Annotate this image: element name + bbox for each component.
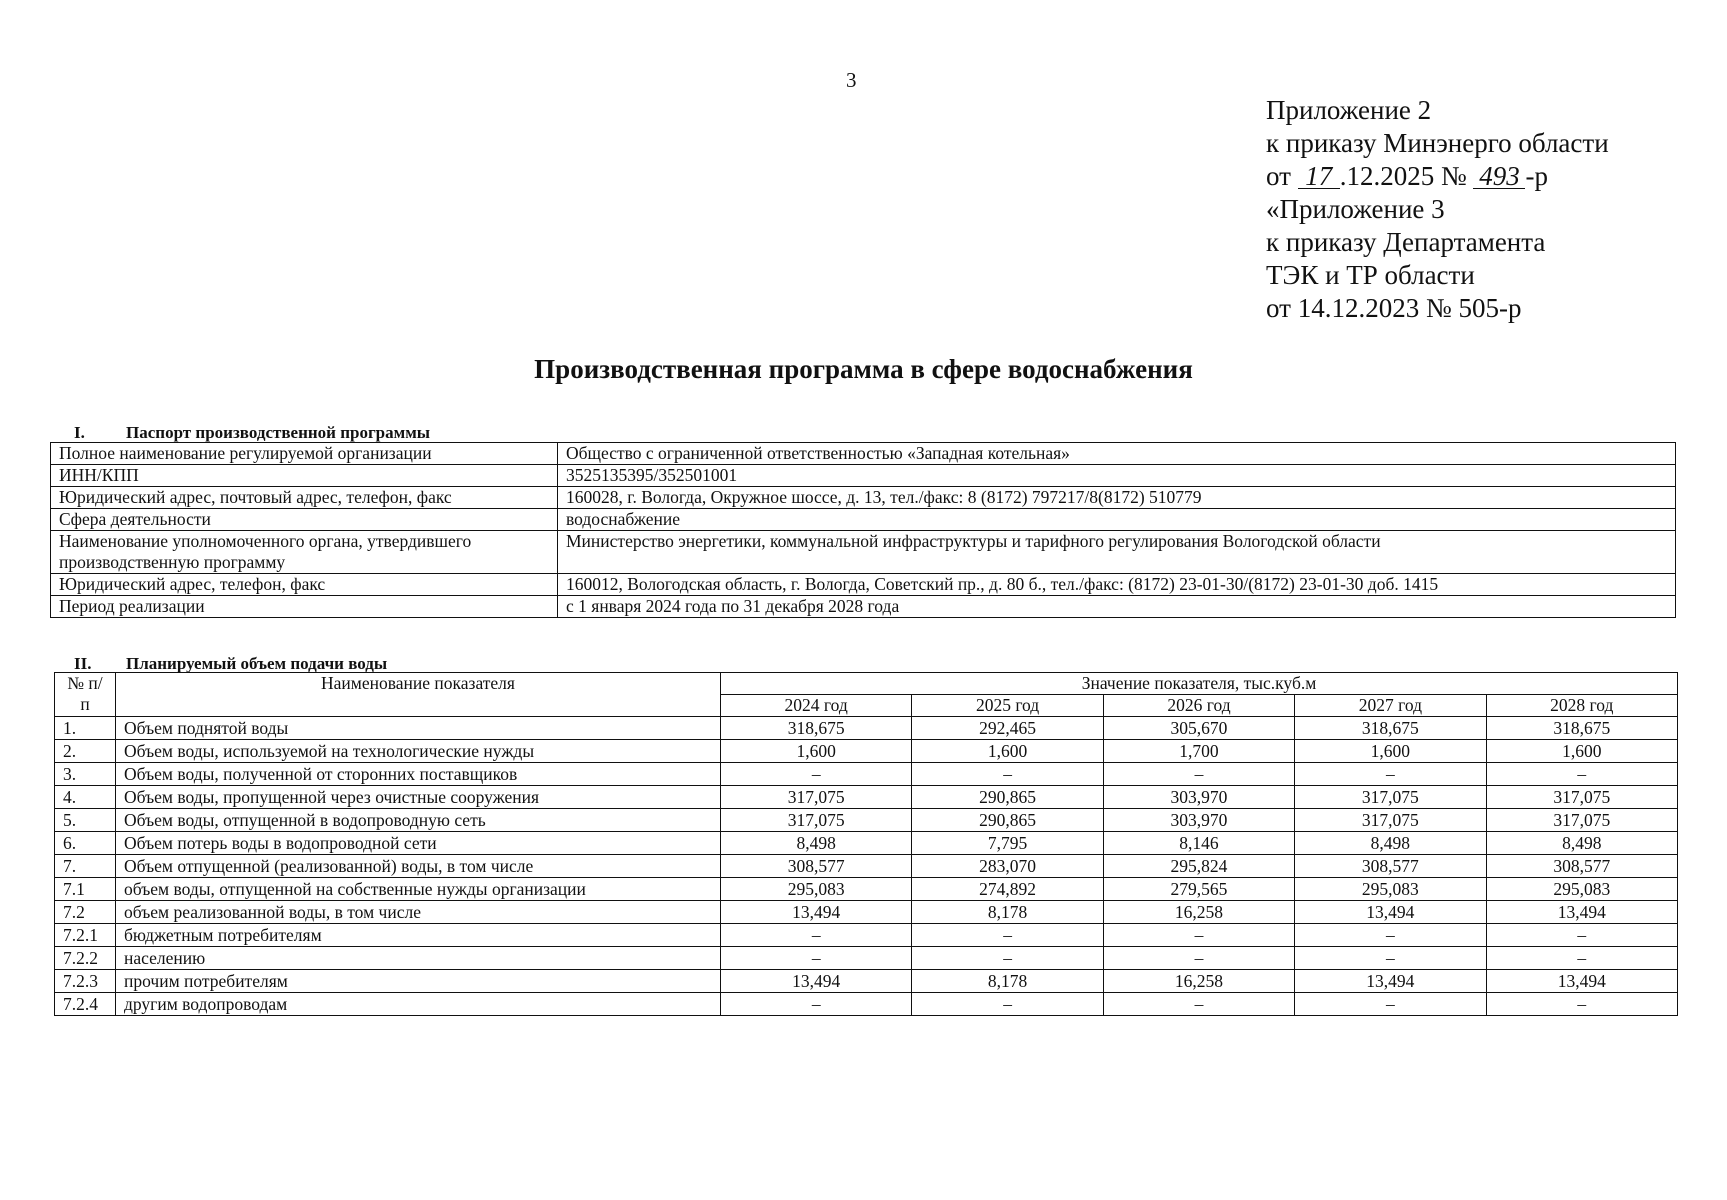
passport-label: Юридический адрес, почтовый адрес, телефон, факс: [51, 487, 558, 509]
row-indicator-name: бюджетным потребителям: [116, 924, 721, 947]
row-value: –: [721, 993, 912, 1016]
row-value: 16,258: [1103, 901, 1294, 924]
header-year: 2026 год: [1103, 695, 1294, 717]
row-value: 318,675: [1486, 717, 1677, 740]
row-value: 295,824: [1103, 855, 1294, 878]
appendix-line-3: [1266, 160, 1609, 193]
row-value: 1,700: [1103, 740, 1294, 763]
passport-label: Юридический адрес, телефон, факс: [51, 574, 558, 596]
table-row: [55, 809, 1678, 832]
row-indicator-name: Объем воды, полученной от сторонних поставщиков: [116, 763, 721, 786]
row-value: 1,600: [912, 740, 1103, 763]
row-value: 8,146: [1103, 832, 1294, 855]
row-value: 290,865: [912, 809, 1103, 832]
passport-value: Общество с ограниченной ответственностью «Западная котельная»: [558, 443, 1676, 465]
row-indicator-name: прочим потребителям: [116, 970, 721, 993]
row-value: –: [721, 947, 912, 970]
row-value: 303,970: [1103, 809, 1294, 832]
row-number: 2.: [55, 740, 116, 763]
row-number: 6.: [55, 832, 116, 855]
row-number: 7.1: [55, 878, 116, 901]
row-value: 8,178: [912, 901, 1103, 924]
section-2-heading: [74, 654, 387, 674]
row-number: 3.: [55, 763, 116, 786]
table-row: [55, 924, 1678, 947]
section-2-title: Планируемый объем подачи воды: [126, 654, 388, 673]
table-row: [55, 855, 1678, 878]
passport-value: 160012, Вологодская область, г. Вологда, Советский пр., д. 80 б., тел./факс: (8172) 23-01-30/(8172) 23-01-30 доб. 1415: [558, 574, 1676, 596]
appendix-line-1: Приложение 2: [1266, 95, 1432, 125]
row-value: –: [1295, 993, 1486, 1016]
table-row: [55, 740, 1678, 763]
passport-table: [50, 442, 1676, 618]
row-indicator-name: Объем отпущенной (реализованной) воды, в том числе: [116, 855, 721, 878]
page-number: 3: [846, 68, 857, 92]
row-value: 8,498: [1486, 832, 1677, 855]
row-value: 283,070: [912, 855, 1103, 878]
row-value: 7,795: [912, 832, 1103, 855]
row-value: –: [1295, 947, 1486, 970]
table-row: [55, 786, 1678, 809]
row-value: –: [912, 924, 1103, 947]
passport-row: [51, 465, 1676, 487]
header-num: № п/п: [55, 673, 116, 717]
passport-value: Министерство энергетики, коммунальной инфраструктуры и тарифного регулирования Вологодской области: [558, 531, 1676, 574]
appendix-line-2: к приказу Минэнерго области: [1266, 128, 1609, 158]
row-indicator-name: Объем воды, используемой на технологические нужды: [116, 740, 721, 763]
row-value: 317,075: [1295, 809, 1486, 832]
appendix-block: [1266, 94, 1609, 325]
row-value: 8,178: [912, 970, 1103, 993]
row-indicator-name: Объем воды, пропущенной через очистные сооружения: [116, 786, 721, 809]
passport-value: 160028, г. Вологда, Окружное шоссе, д. 13, тел./факс: 8 (8172) 797217/8(8172) 510779: [558, 487, 1676, 509]
passport-value: 3525135395/352501001: [558, 465, 1676, 487]
row-value: 290,865: [912, 786, 1103, 809]
water-supply-table: [54, 672, 1678, 1016]
row-value: 308,577: [1486, 855, 1677, 878]
table-row: [55, 878, 1678, 901]
handwritten-order-number: 493: [1473, 164, 1525, 189]
table-row: [55, 970, 1678, 993]
passport-row: [51, 443, 1676, 465]
row-value: 13,494: [1486, 970, 1677, 993]
passport-label: Сфера деятельности: [51, 509, 558, 531]
row-value: –: [912, 763, 1103, 786]
row-value: 318,675: [1295, 717, 1486, 740]
header-name: Наименование показателя: [116, 673, 721, 717]
appendix-line-5: к приказу Департамента: [1266, 227, 1546, 257]
appendix-date-prefix: от: [1266, 161, 1298, 191]
row-value: 16,258: [1103, 970, 1294, 993]
row-value: 317,075: [1486, 786, 1677, 809]
table-row: [55, 832, 1678, 855]
header-year: 2024 год: [721, 695, 912, 717]
appendix-line-6: ТЭК и ТР области: [1266, 260, 1475, 290]
row-number: 7.2: [55, 901, 116, 924]
row-value: –: [1486, 763, 1677, 786]
row-number: 4.: [55, 786, 116, 809]
row-value: 279,565: [1103, 878, 1294, 901]
row-value: 292,465: [912, 717, 1103, 740]
row-indicator-name: Объем воды, отпущенной в водопроводную сеть: [116, 809, 721, 832]
row-indicator-name: другим водопроводам: [116, 993, 721, 1016]
row-value: –: [1295, 763, 1486, 786]
row-value: 1,600: [1295, 740, 1486, 763]
passport-label: ИНН/КПП: [51, 465, 558, 487]
row-value: –: [1103, 947, 1294, 970]
row-value: 1,600: [1486, 740, 1677, 763]
row-value: 1,600: [721, 740, 912, 763]
header-year: 2028 год: [1486, 695, 1677, 717]
passport-row: [51, 487, 1676, 509]
row-value: 317,075: [1295, 786, 1486, 809]
row-number: 7.2.4: [55, 993, 116, 1016]
row-indicator-name: объем реализованной воды, в том числе: [116, 901, 721, 924]
row-number: 5.: [55, 809, 116, 832]
row-value: 295,083: [721, 878, 912, 901]
row-number: 1.: [55, 717, 116, 740]
row-value: 317,075: [721, 786, 912, 809]
row-value: –: [1103, 763, 1294, 786]
header-values-group: Значение показателя, тыс.куб.м: [721, 673, 1678, 695]
passport-row: [51, 531, 1676, 574]
row-value: 303,970: [1103, 786, 1294, 809]
section-1-title: Паспорт производственной программы: [126, 423, 431, 442]
row-value: 317,075: [721, 809, 912, 832]
appendix-line-4: «Приложение 3: [1266, 194, 1445, 224]
passport-label: Период реализации: [51, 596, 558, 618]
row-indicator-name: Объем поднятой воды: [116, 717, 721, 740]
table-row: [55, 763, 1678, 786]
header-year: 2027 год: [1295, 695, 1486, 717]
row-number: 7.: [55, 855, 116, 878]
table-header-row: [55, 673, 1678, 695]
table-row: [55, 717, 1678, 740]
passport-row: [51, 509, 1676, 531]
row-value: 13,494: [1295, 970, 1486, 993]
row-value: –: [721, 763, 912, 786]
row-number: 7.2.3: [55, 970, 116, 993]
handwritten-day: 17: [1298, 164, 1340, 189]
row-value: 8,498: [721, 832, 912, 855]
row-value: 308,577: [1295, 855, 1486, 878]
header-year: 2025 год: [912, 695, 1103, 717]
row-value: –: [1486, 993, 1677, 1016]
section-2-roman: II.: [74, 654, 92, 673]
row-value: –: [1486, 924, 1677, 947]
table-row: [55, 947, 1678, 970]
passport-label: Полное наименование регулируемой организации: [51, 443, 558, 465]
row-indicator-name: объем воды, отпущенной на собственные нужды организации: [116, 878, 721, 901]
row-value: 295,083: [1295, 878, 1486, 901]
row-value: –: [721, 924, 912, 947]
row-value: 305,670: [1103, 717, 1294, 740]
table-row: [55, 993, 1678, 1016]
appendix-date-middle: .12.2025 №: [1339, 161, 1474, 191]
row-value: 274,892: [912, 878, 1103, 901]
passport-value: водоснабжение: [558, 509, 1676, 531]
row-indicator-name: населению: [116, 947, 721, 970]
passport-row: [51, 574, 1676, 596]
row-value: –: [1486, 947, 1677, 970]
row-number: 7.2.1: [55, 924, 116, 947]
row-value: 317,075: [1486, 809, 1677, 832]
passport-label: Наименование уполномоченного органа, утвердившего производственную программу: [51, 531, 558, 574]
row-value: –: [912, 993, 1103, 1016]
row-value: 308,577: [721, 855, 912, 878]
section-1-roman: I.: [74, 423, 85, 442]
appendix-date-suffix: -р: [1525, 161, 1548, 191]
row-value: 13,494: [721, 970, 912, 993]
passport-value: с 1 января 2024 года по 31 декабря 2028 года: [558, 596, 1676, 618]
row-value: –: [1103, 993, 1294, 1016]
row-value: 295,083: [1486, 878, 1677, 901]
passport-row: [51, 596, 1676, 618]
section-1-heading: [74, 423, 430, 443]
row-number: 7.2.2: [55, 947, 116, 970]
row-value: 8,498: [1295, 832, 1486, 855]
appendix-line-7: от 14.12.2023 № 505-р: [1266, 293, 1522, 323]
table-row: [55, 901, 1678, 924]
row-indicator-name: Объем потерь воды в водопроводной сети: [116, 832, 721, 855]
row-value: 13,494: [1486, 901, 1677, 924]
row-value: 13,494: [721, 901, 912, 924]
row-value: –: [1103, 924, 1294, 947]
row-value: 318,675: [721, 717, 912, 740]
page-title: Производственная программа в сфере водоснабжения: [534, 354, 1193, 384]
row-value: –: [1295, 924, 1486, 947]
row-value: 13,494: [1295, 901, 1486, 924]
row-value: –: [912, 947, 1103, 970]
